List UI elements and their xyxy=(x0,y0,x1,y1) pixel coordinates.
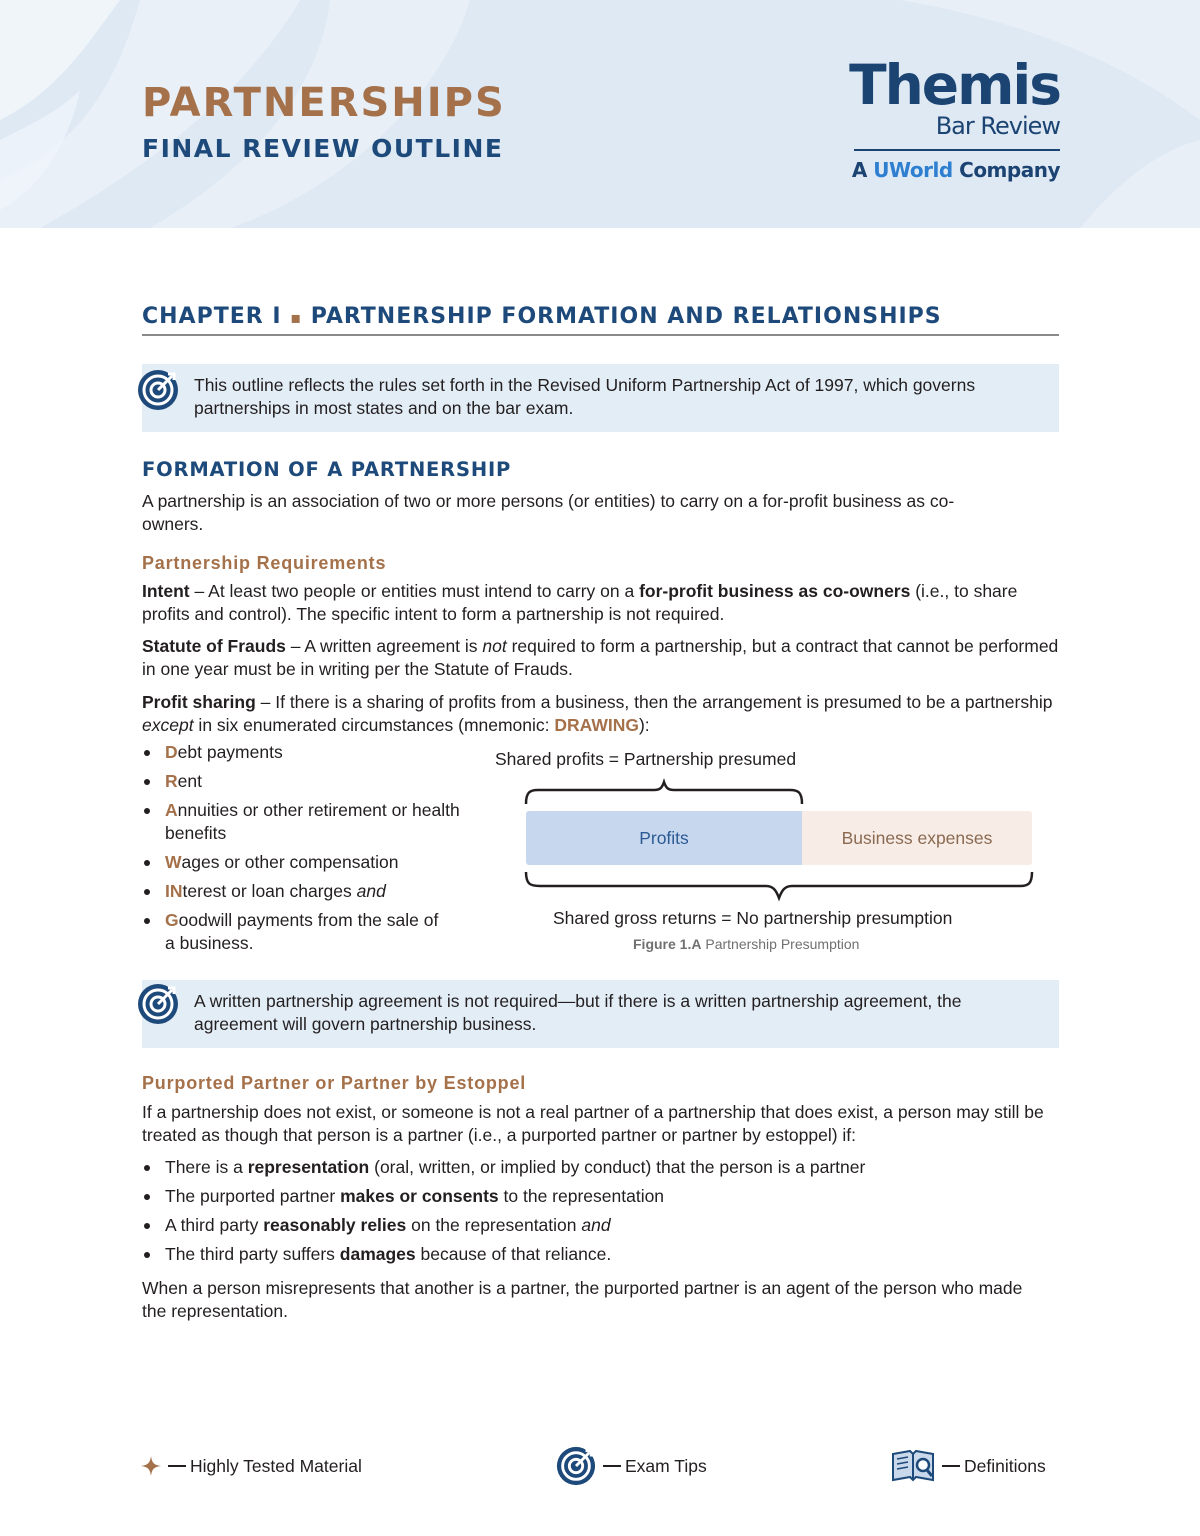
logo-brand: Themis xyxy=(849,53,1060,117)
list-item xyxy=(142,1214,1059,1237)
list-item-text: ent xyxy=(177,771,202,791)
list-item xyxy=(142,851,462,874)
requirement-statute-of-frauds xyxy=(142,635,1059,681)
bottom-brace xyxy=(526,872,1032,898)
partnership-definition: A partnership is an association of two or more persons (or entities) to carry on a for-profit business as co-owners. xyxy=(142,491,955,534)
themis-logo xyxy=(848,54,1060,184)
list-item-text: A third party xyxy=(165,1215,264,1235)
exam-tip-box xyxy=(142,980,1059,1048)
list-item-text: oodwill payments from the sale of a business. xyxy=(165,910,439,953)
exam-tip-box xyxy=(142,364,1059,432)
figure-caption xyxy=(633,936,859,952)
requirement-intent xyxy=(142,580,1042,626)
list-item xyxy=(142,909,442,955)
dash: – xyxy=(189,581,209,601)
list-item-text: (oral, written, or implied by conduct) that the person is a partner xyxy=(369,1157,866,1177)
exam-tip-text: A written partnership agreement is not required—but if there is a written partnership agreement, the agreement will govern partnership business. xyxy=(194,991,962,1034)
term-intent: Intent xyxy=(142,581,190,601)
diamond-star-icon xyxy=(140,1455,162,1477)
statute-text-b: required to form a partnership, but a contract that cannot be performed in one year must be in writing per the Statute of Frauds. xyxy=(142,636,1059,679)
subsection-heading-requirements: Partnership Requirements xyxy=(142,553,387,573)
mnemonic-letter: G xyxy=(165,910,179,930)
chapter-separator: ▪ xyxy=(290,308,303,327)
logo-company-prefix: A xyxy=(851,158,867,182)
mnemonic-letter: A xyxy=(165,800,178,820)
document-title: PARTNERSHIPS xyxy=(142,80,506,126)
profit-italic: except xyxy=(142,715,194,735)
intent-text-b: (i.e., to share profits and control). The specific intent to form a partnership is not required. xyxy=(142,581,1018,624)
dash: – xyxy=(255,692,276,712)
list-item-bold: representation xyxy=(247,1157,370,1177)
page-header xyxy=(0,0,1200,228)
mnemonic-letter: R xyxy=(165,771,178,791)
figure-caption-text: Partnership Presumption xyxy=(705,936,860,952)
book-magnifier-icon xyxy=(890,1446,936,1486)
legend-exam-tips xyxy=(555,1446,707,1486)
logo-company xyxy=(852,158,1060,182)
business-expenses-box: Business expenses xyxy=(802,811,1032,865)
list-item xyxy=(142,880,462,903)
list-item xyxy=(142,1185,1059,1208)
partnership-presumption-figure xyxy=(490,744,1050,958)
intent-text-a: At least two people or entities must intend to carry on a xyxy=(208,581,640,601)
chapter-title: PARTNERSHIP FORMATION AND RELATIONSHIPS xyxy=(310,304,942,329)
list-item xyxy=(142,1243,1059,1266)
mnemonic-letter: W xyxy=(165,852,182,872)
list-item-italic: and xyxy=(581,1215,611,1235)
figure-bottom-label: Shared gross returns = No partnership presumption xyxy=(553,908,953,928)
list-item-text: on the representation xyxy=(406,1215,582,1235)
legend-label: Exam Tips xyxy=(625,1455,707,1476)
drawing-list xyxy=(142,741,462,955)
mnemonic-letter: IN xyxy=(165,881,183,901)
list-item-text: to the representation xyxy=(498,1186,665,1206)
intent-bold: for-profit business as co-owners xyxy=(639,581,911,601)
list-item xyxy=(142,741,462,764)
mnemonic-drawing: DRAWING xyxy=(554,715,639,735)
chapter-divider xyxy=(142,334,1059,336)
legend-label: Highly Tested Material xyxy=(190,1455,362,1476)
top-brace xyxy=(526,782,802,804)
exam-tip-text: This outline reflects the rules set forth in the Revised Uniform Partnership Act of 1997, which governs partnerships in most states and on the bar exam. xyxy=(194,375,976,418)
list-item-text: ages or other compensation xyxy=(181,852,399,872)
list-item xyxy=(142,770,462,793)
legend-dash xyxy=(603,1465,621,1467)
list-item-bold: damages xyxy=(339,1244,416,1264)
legend-dash xyxy=(168,1465,186,1467)
list-item-bold: makes or consents xyxy=(340,1186,499,1206)
dash: – xyxy=(285,636,305,656)
statute-italic: not xyxy=(482,636,507,656)
target-icon xyxy=(136,368,180,412)
legend-definitions xyxy=(890,1446,1046,1486)
document-subtitle: FINAL REVIEW OUTLINE xyxy=(142,134,504,163)
list-item-bold: reasonably relies xyxy=(263,1215,407,1235)
logo-company-name: UWorld xyxy=(873,158,953,182)
mnemonic-letter: D xyxy=(165,742,178,762)
section-heading-formation: FORMATION OF A PARTNERSHIP xyxy=(142,458,512,481)
profit-text-c: ): xyxy=(638,715,650,735)
list-item-text: terest or loan charges xyxy=(182,881,357,901)
legend-label: Definitions xyxy=(964,1455,1046,1476)
requirement-profit-sharing xyxy=(142,691,1062,737)
legend-highly-tested xyxy=(140,1446,362,1486)
target-icon xyxy=(136,982,180,1026)
list-item-text: ebt payments xyxy=(177,742,283,762)
list-item-text: nnuities or other retirement or health benefits xyxy=(165,800,460,843)
subsection-heading-estoppel: Purported Partner or Partner by Estoppel xyxy=(142,1073,527,1093)
figure-number: Figure 1.A xyxy=(633,936,702,952)
statute-text-a: A written agreement is xyxy=(304,636,483,656)
logo-company-suffix: Company xyxy=(959,158,1060,182)
profits-box: Profits xyxy=(526,811,802,865)
list-item-text: The third party suffers xyxy=(165,1244,340,1264)
list-item-text: There is a xyxy=(165,1157,248,1177)
term-statute-of-frauds: Statute of Frauds xyxy=(142,636,286,656)
list-item-italic: and xyxy=(356,881,386,901)
logo-divider xyxy=(854,149,1060,151)
estoppel-closing: When a person misrepresents that another is a partner, the purported partner is an agent of the person who made the representation. xyxy=(142,1278,1023,1321)
profit-text-b: in six enumerated circumstances (mnemonic: xyxy=(193,715,555,735)
profit-text-a: If there is a sharing of profits from a business, then the arrangement is presumed to be a partnership xyxy=(275,692,1053,712)
chapter-heading xyxy=(142,304,1059,329)
estoppel-list xyxy=(142,1156,1059,1266)
figure-top-label: Shared profits = Partnership presumed xyxy=(495,749,797,769)
chapter-number: CHAPTER I xyxy=(142,304,282,329)
list-item-text: because of that reliance. xyxy=(415,1244,612,1264)
logo-product: Bar Review xyxy=(935,112,1060,140)
target-icon xyxy=(555,1445,597,1487)
legend-dash xyxy=(942,1465,960,1467)
estoppel-intro: If a partnership does not exist, or someone is not a real partner of a partnership that does exist, a person may still be treated as though that person is a partner (i.e., a purported partner or partner by estoppel) if: xyxy=(142,1102,1044,1145)
list-item xyxy=(142,1156,1059,1179)
term-profit-sharing: Profit sharing xyxy=(142,692,256,712)
list-item xyxy=(142,799,462,845)
list-item-text: The purported partner xyxy=(165,1186,341,1206)
